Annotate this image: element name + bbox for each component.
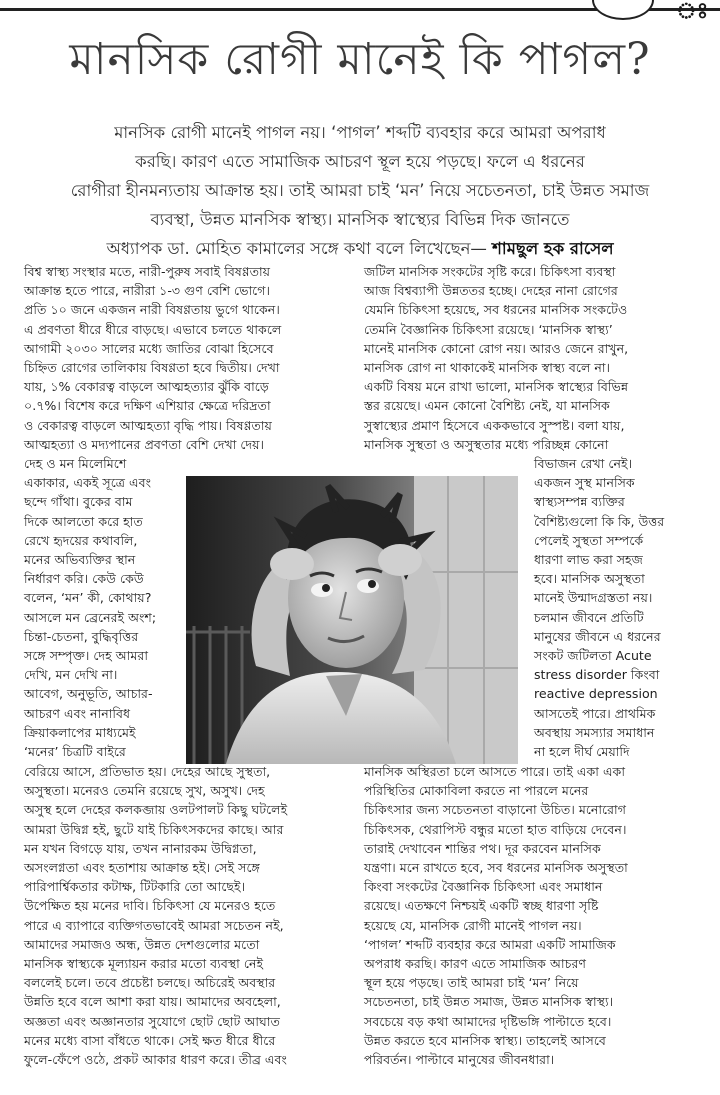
lead-paragraph: [20, 118, 700, 263]
author-byline: শামছুল হক রাসেল: [492, 239, 614, 258]
body-text-line: পারিপার্শ্বিকতার কটাক্ষ, টিটকারি তো আছেই।: [24, 879, 246, 895]
body-text-line: অসুস্থ হলে দেহের কলকব্জায় ওলটপালট কিছু ঘটলেই: [24, 802, 288, 818]
body-text-line: ধারণা লাভ করা সহজ: [534, 552, 643, 568]
right-column-wrap: [534, 454, 704, 761]
body-text-line: মানেই উন্মাদগ্রস্ততা নয়।: [534, 590, 653, 606]
body-text-line: দিকে আলতো করে হাত: [24, 513, 143, 529]
body-text-line: আসতেই পারে। প্রাথমিক: [534, 705, 656, 721]
body-text-line: উন্নত করতে হবে মানসিক স্বাস্থ্য। তাহলেই আসবে: [364, 1032, 606, 1048]
right-column-bottom: [364, 762, 704, 1069]
body-text-line: সুস্বাস্থ্যের প্রমাণ হিসেবে এককভাবে সুস্পষ্ট। বলা যায়,: [364, 417, 625, 433]
headline: মানসিক রোগী মানেই কি পাগল?: [69, 34, 651, 85]
body-text-line: ছন্দে গাঁথা। বুকের বাম: [24, 494, 133, 510]
body-text-line: ‘পাগল’ শব্দটি ব্যবহার করে আমরা একটি সামাজিক: [364, 936, 616, 952]
body-text-line: একটি বিষয় মনে রাখা ভালো, মানসিক স্বাস্থ্যের বিভিন্ন: [364, 379, 629, 395]
photo-illustration-icon: [186, 476, 518, 764]
body-text-line: স্থূল হয়ে পড়ছে। তাই আমরা চাই ‘মন’ নিয়ে: [364, 975, 579, 991]
body-text-line: reactive depression: [534, 686, 658, 702]
body-text-line: অবস্থায় সমস্যার সমাধান: [534, 724, 655, 740]
body-text-line: যন্ত্রণা। মনে রাখতে হবে, সব ধরনের মানসিক অসুস্থতা: [364, 860, 628, 876]
left-column-bottom: [24, 762, 354, 1069]
body-text-line: তেমনি বৈজ্ঞানিক চিকিৎসা রয়েছে। ‘মানসিক স্বাস্থ্য’: [364, 321, 613, 337]
body-text-line: স্তর রয়েছে। এমন কোনো বৈশিষ্ট্য নেই, যা মানসিক: [364, 398, 610, 414]
body-text-line: বেরিয়ে আসে, প্রতিভাত হয়। দেহের আছে সুস্থতা,: [24, 764, 271, 779]
right-column-top: [364, 262, 704, 454]
body-text-line: অসংলগ্নতা এবং হতাশায় আক্রান্ত হই। সেই সঙ্গে: [24, 860, 260, 876]
body-text-line: ০.৭%। বিশেষ করে দক্ষিণ এশিয়ার ক্ষেত্রে দরিদ্রতা: [24, 398, 271, 414]
body-text-line: stress disorder কিংবা: [534, 667, 660, 683]
body-text-line: দেহ ও মন মিলেমিশে: [24, 456, 127, 471]
body-text-line: বলেন, ‘মন’ কী, কোথায়?: [24, 590, 152, 606]
left-column-top: [24, 262, 354, 454]
body-text-line: যায়, ১% বেকারত্ব বাড়লে আত্মহত্যার ঝুঁকি বাড়ে: [24, 379, 269, 395]
lead-line-4: ব্যবস্থা, উন্নত মানসিক স্বাস্থ্য। মানসিক স্বাস্থ্যের বিভিন্ন দিক জানতে: [150, 210, 570, 229]
body-text-line: ‘মনের’ চিত্রটি বাইরে: [24, 744, 126, 760]
body-text-line: মানসিক অস্থিরতা চলে আসতে পারে। তাই একা একা: [364, 764, 625, 779]
body-text-line: অসুস্থতা। মনেরও তেমনি রয়েছে সুখ, অসুখ। দেহ: [24, 783, 265, 799]
body-text-line: তারাই দেখাবেন শান্তির পথ। দূর করবেন মানসিক: [364, 840, 601, 856]
body-text-line: আবেগ, অনুভূতি, আচার-: [24, 686, 153, 702]
body-text-line: দেখি, মন দেখি না।: [24, 667, 118, 683]
body-text-line: যেমনি চিকিৎসা হয়েছে, সব ধরনের মানসিক সংকটেও: [364, 302, 628, 318]
masthead-strip: [0, 0, 720, 20]
body-text-line: বিভাজন রেখা নেই।: [534, 456, 633, 471]
logo-arc-icon: [592, 0, 654, 20]
body-text-line: মানেই মানসিক কোনো রোগ নয়। আরও জেনে রাখুন,: [364, 340, 629, 356]
body-text-line: কিংবা সংকটের বৈজ্ঞানিক চিকিৎসা এবং সমাধান: [364, 879, 603, 895]
body-text-line: আজ বিশ্বব্যাপী উন্নততর হচ্ছে। দেহের নানা রোগের: [364, 283, 618, 299]
lead-line-1: মানসিক রোগী মানেই পাগল নয়। ‘পাগল’ শব্দটি ব্যবহার করে আমরা অপরাধ: [114, 123, 606, 142]
body-text-line: আত্মহত্যা ও মদ্যপানের প্রবণতা বেশি দেখা দেয়।: [24, 436, 265, 452]
body-text-line: সচেতনতা, চাই উন্নত সমাজ, উন্নত মানসিক স্বাস্থ্য।: [364, 994, 614, 1010]
body-text-line: মনের মধ্যে বাসা বাঁধতে থাকে। সেই ক্ষত ধীরে ধীরে: [24, 1032, 276, 1048]
body-text-line: উপেক্ষিত হয় মনের দাবি। চিকিৎসা যে মনেরও হতে: [24, 898, 276, 914]
body-text-line: একজন সুস্থ মানসিক: [534, 475, 635, 491]
lead-line-3: রোগীরা হীনমন্যতায় আক্রান্ত হয়। তাই আমরা চাই ‘মন’ নিয়ে সচেতনতা, চাই উন্নত সমাজ: [70, 181, 650, 200]
body-text-line: আসলে মন ব্রেনেরই অংশ;: [24, 609, 157, 625]
distressed-man-photo: [186, 476, 518, 764]
masthead-glyph-icon: ঃ: [676, 0, 709, 20]
body-text-line: ক্রিয়াকলাপের মাধ্যমেই: [24, 724, 136, 740]
body-text-line: স্বাস্থ্যসম্পন্ন ব্যক্তির: [534, 494, 625, 510]
body-text-line: আমাদের সমাজও অন্ধ, উন্নত দেশগুলোর মতো: [24, 936, 260, 952]
body-text-line: সবচেয়ে বড় কথা আমাদের দৃষ্টিভঙ্গি পাল্টাতে হবে।: [364, 1013, 612, 1029]
body-text-line: এ প্রবণতা ধীরে ধীরে বাড়ছে। এভাবে চলতে থাকলে: [24, 321, 282, 337]
body-text-line: পারে এ ব্যাপারে ব্যক্তিগতভাবেই আমরা সচেতন নই,: [24, 917, 284, 933]
left-column-wrap: [24, 454, 186, 761]
body-text-line: উন্নতি হবে বলে আশা করা যায়। আমাদের অবহেলা,: [24, 994, 281, 1010]
body-text-line: আচরণ এবং নানাবিধ: [24, 705, 131, 721]
body-text-line: আগামী ২০৩০ সালের মধ্যে জাতির বোঝা হিসেবে: [24, 340, 274, 356]
body-text-line: সঙ্গে সম্পৃক্ত। দেহ আমরা: [24, 648, 148, 664]
body-text-line: অজ্ঞতা এবং অজ্ঞানতার সুযোগে ছোট ছোট আঘাত: [24, 1013, 280, 1029]
body-text-line: হয়েছে যে, মানসিক রোগী মানেই পাগল নয়।: [364, 917, 582, 933]
body-text-line: চলমান জীবনে প্রতিটি: [534, 609, 644, 625]
body-text-line: মানসিক সুস্থতা ও অসুস্থতার মধ্যে পরিচ্ছন্ন কোনো: [364, 436, 609, 452]
body-text-line: মানসিক রোগ না থাকাকেই মানসিক স্বাস্থ্য বলে না।: [364, 360, 611, 376]
body-text-line: হবে। মানসিক অসুস্থতা: [534, 571, 645, 587]
body-text-line: বললেই চলে। তবে প্রচেষ্টা চলছে। অচিরেই অবস্থার: [24, 975, 276, 991]
body-text-line: একাকার, একই সূত্রে এবং: [24, 475, 152, 491]
body-text-line: জটিল মানসিক সংকটের সৃষ্টি করে। চিকিৎসা ব্যবস্থা: [364, 264, 616, 279]
body-text-line: রয়েছে। এতক্ষণে নিশ্চয়ই একটি স্বচ্ছ ধারণা সৃষ্টি: [364, 898, 599, 914]
body-text-line: সংকট জটিলতা Acute: [534, 648, 652, 664]
body-text-line: চিকিৎসক, থেরাপিস্ট বন্ধুর মতো হাত বাড়িয়ে দেবেন।: [364, 821, 627, 837]
body-text-line: চিন্তা-চেতনা, বুদ্ধিবৃত্তির: [24, 628, 139, 644]
body-text-line: ও বেকারত্ব বাড়লে আত্মহত্যা বৃদ্ধি পায়। বিষণ্ণতায়: [24, 417, 272, 433]
body-text-line: পরিস্থিতির মোকাবিলা করতে না পারলে মনের: [364, 783, 589, 799]
body-text-line: পেলেই সুস্থতা সম্পর্কে: [534, 532, 644, 548]
body-text-line: ফুলে-ফেঁপে ওঠে, প্রকট আকার ধারণ করে। তীব্র এবং: [24, 1052, 287, 1068]
body-text-line: আক্রান্ত হতে পারে, নারীরা ১-৩ গুণ বেশি ভোগে।: [24, 283, 270, 299]
body-text-line: বৈশিষ্ট্যগুলো কি কি, উত্তর: [534, 513, 665, 529]
body-text-line: নির্ধারণ করি। কেউ কেউ: [24, 571, 144, 587]
body-text-line: মানুষের জীবনে এ ধরনের: [534, 628, 661, 644]
body-text-line: মনের অভিব্যক্তির স্থান: [24, 552, 136, 568]
body-text-line: মন যখন বিগড়ে যায়, তখন নানারকম উদ্বিগ্নতা,: [24, 840, 257, 856]
body-text-line: অপরাধ করছি। কারণ এতে সামাজিক আচরণ: [364, 956, 587, 972]
body-text-line: বিশ্ব স্বাস্থ্য সংস্থার মতে, নারী-পুরুষ সবাই বিষণ্ণতায়: [24, 264, 271, 279]
body-text-line: আমরা উদ্বিগ্ন হই, ছুটে যাই চিকিৎসকদের কাছে। আর: [24, 821, 284, 837]
lead-line-2: করছি। কারণ এতে সামাজিক আচরণ স্থূল হয়ে পড়ছে। ফলে এ ধরনের: [135, 152, 585, 171]
body-text-line: চিহ্নিত রোগের তালিকায় বিষণ্ণতা হবে দ্বিতীয়। দেখা: [24, 360, 280, 376]
body-text-line: না হলে দীর্ঘ মেয়াদি: [534, 744, 630, 760]
body-text-line: মানসিক স্বাস্থ্যকে মূল্যায়ন করার মতো ব্যবস্থা নেই: [24, 956, 264, 972]
body-text-line: রেখে হৃদয়ের কথাবলি,: [24, 532, 138, 548]
body-text-line: পরিবর্তন। পাল্টাবে মানুষের জীবনধারা।: [364, 1052, 555, 1068]
body-text-line: প্রতি ১০ জনে একজন নারী বিষণ্ণতায় ভুগে থাকেন।: [24, 302, 280, 318]
lead-line-5: অধ্যাপক ডা. মোহিত কামালের সঙ্গে কথা বলে লিখেছেন—: [106, 239, 487, 258]
body-text-line: চিকিৎসার জন্য সচেতনতা বাড়ানো উচিত। মনোরোগ: [364, 802, 626, 818]
